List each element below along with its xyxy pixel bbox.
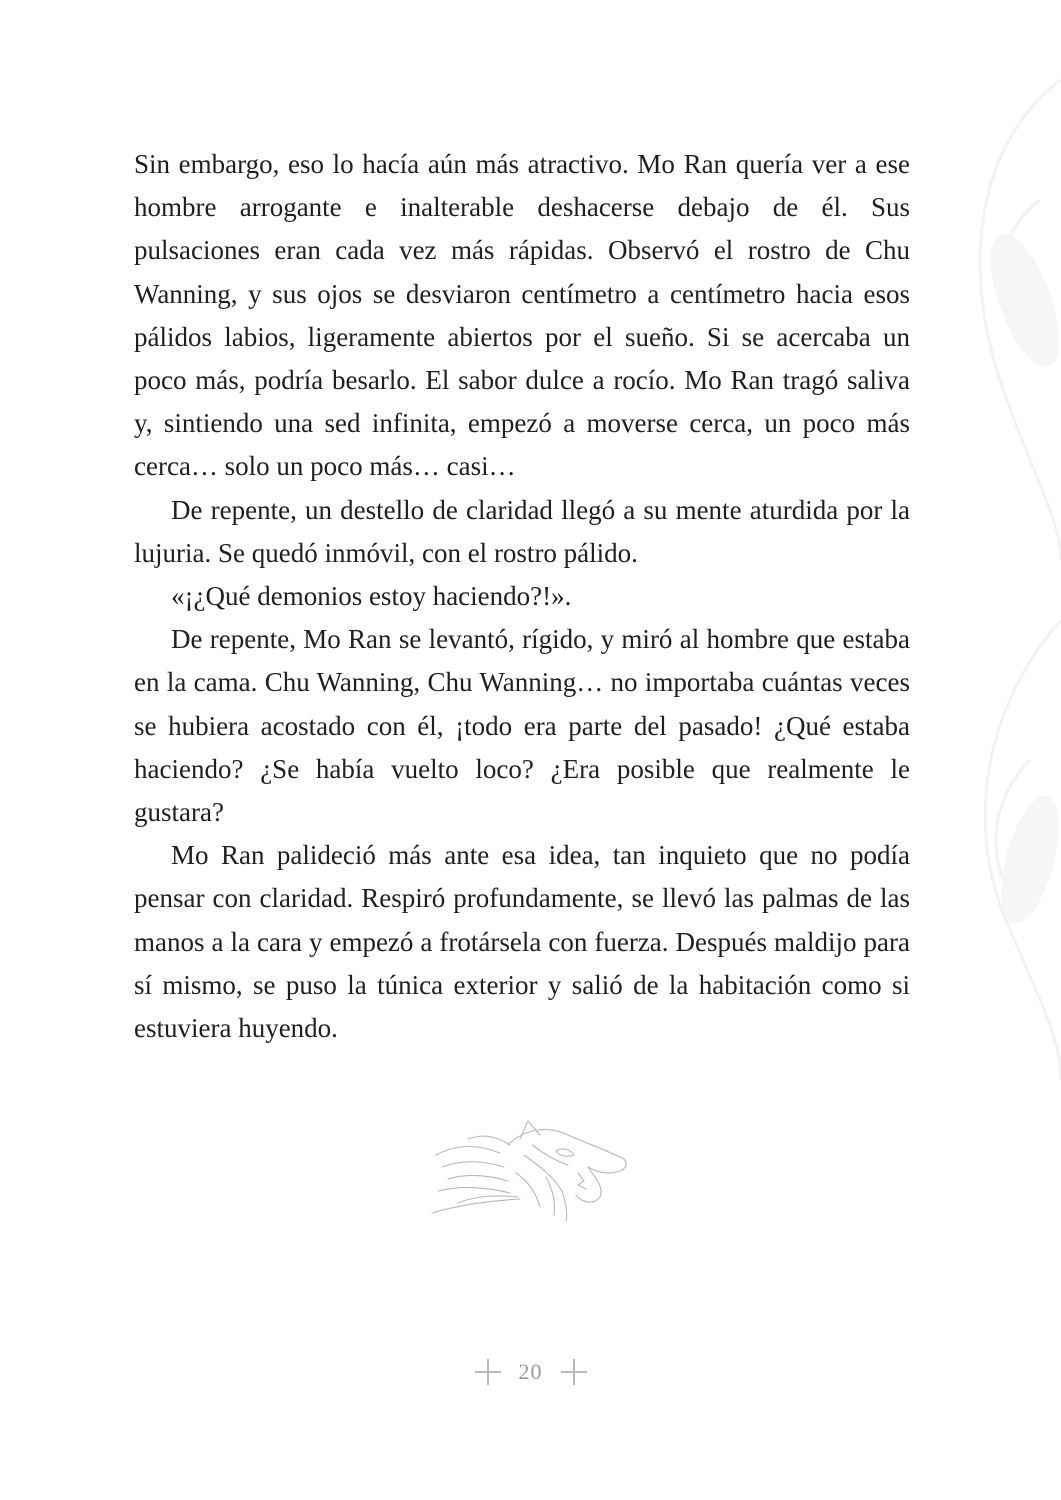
page-footer (0, 1352, 1061, 1392)
page-number: 20 (518, 1359, 543, 1384)
paragraph: Mo Ran palideció más ante esa idea, tan inquieto que no podía pensar con claridad. Respiró profundamente, se llevó las palmas de las manos a la cara y empezó a frotársela con fuerza. Después maldijo para sí mismo, se puso la túnica exterior y salió de la habitación como si estuviera huyendo. (134, 840, 910, 1044)
wolf-head-sketch-icon (428, 1115, 632, 1225)
paragraph: Sin embargo, eso lo hacía aún más atractivo. Mo Ran quería ver a ese hombre arrogante e inalterable deshacerse debajo de él. Sus pulsaciones eran cada vez más rápidas. Observó el rostro de Chu Wanning, y sus ojos se desviaron centímetro a centímetro hacia esos pálidos labios, ligeramente abiertos por el sueño. Si se acercaba un poco más, podría besarlo. El sabor dulce a rocío. Mo Ran tragó saliva y, sintiendo una sed infinita, empezó a moverse cerca, un poco más cerca… solo un poco más… casi… (134, 149, 910, 482)
paragraph: De repente, un destello de claridad llegó a su mente aturdida por la lujuria. Se quedó inmóvil, con el rostro pálido. (134, 494, 910, 568)
body-text (134, 143, 910, 1050)
paragraph: De repente, Mo Ran se levantó, rígido, y miró al hombre que estaba en la cama. Chu Wanning, Chu Wanning… no importaba cuántas veces se hubiera acostado con él, ¡todo era parte del pasado! ¿Qué estaba haciendo? ¿Se había vuelto loco? ¿Era posible que realmente le gustara? (134, 624, 910, 828)
plus-ornament-icon (475, 1359, 501, 1385)
paragraph: «¡¿Qué demonios estoy haciendo?!». (171, 581, 572, 612)
plus-ornament-icon (561, 1359, 587, 1385)
